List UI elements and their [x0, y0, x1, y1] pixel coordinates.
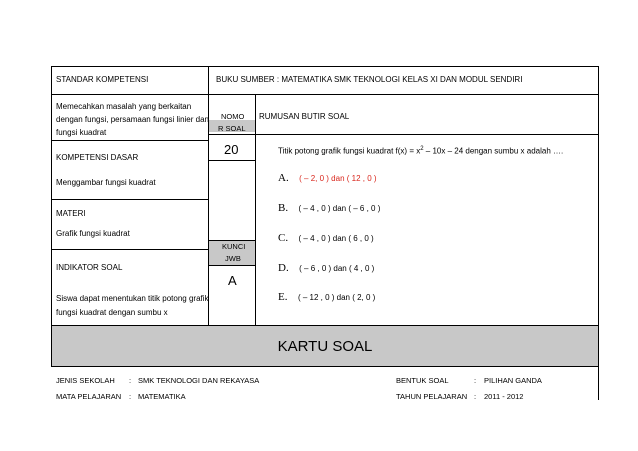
standar-text-line-2: dengan fungsi, persamaan fungsi linier dan [56, 115, 209, 124]
kunci-mid [208, 265, 255, 266]
buku-sumber: BUKU SUMBER : MATEMATIKA SMK TEKNOLOGI KELAS XI DAN MODUL SENDIRI [216, 75, 523, 84]
kunci-label-line-1: KUNCI [222, 242, 246, 251]
header-divider [51, 94, 599, 95]
option-e-letter: E. [278, 291, 288, 303]
kunci-top [208, 240, 255, 241]
bentuk-soal-value: PILIHAN GANDA [484, 376, 542, 385]
rumusan-divider [255, 134, 599, 135]
option-b-letter: B. [278, 202, 289, 214]
option-a [278, 168, 377, 186]
tahun-pelajaran-colon: : [474, 392, 477, 401]
option-c-text: ( – 4 , 0 ) dan ( 6 , 0 ) [298, 234, 374, 243]
tahun-pelajaran-label: TAHUN PELAJARAN [396, 392, 468, 401]
bentuk-soal-label: BENTUK SOAL [396, 376, 449, 385]
option-a-text: ( – 2, 0 ) dan ( 12 , 0 ) [299, 174, 377, 183]
col-divider-1 [208, 66, 209, 325]
option-d [278, 258, 374, 276]
option-a-letter: A. [278, 172, 289, 184]
mata-pelajaran-label: MATA PELAJARAN [56, 392, 122, 401]
question-text-post: – 10x – 24 dengan sumbu x adalah …. [423, 146, 564, 156]
option-e [278, 287, 375, 305]
standar-text-line-3: fungsi kuadrat [56, 128, 107, 137]
band-bottom [51, 366, 599, 367]
kunci-label-line-2: JWB [225, 254, 241, 263]
mata-pelajaran-value: MATEMATIKA [138, 392, 186, 401]
option-d-letter: D. [278, 262, 289, 274]
tahun-pelajaran-value: 2011 - 2012 [484, 392, 524, 401]
border-left [51, 66, 52, 366]
left-divider-1 [51, 140, 208, 141]
option-b-text: ( – 4 , 0 ) dan ( – 6 , 0 ) [298, 204, 381, 213]
nomor-bottom [208, 160, 255, 161]
question-exponent: 2 [420, 146, 424, 152]
band-top [51, 325, 599, 326]
standar-kompetensi-label: STANDAR KOMPETENSI [56, 75, 149, 84]
col-divider-2 [255, 95, 256, 325]
bentuk-soal-colon: : [474, 376, 477, 385]
kompetensi-dasar-label: KOMPETENSI DASAR [56, 153, 139, 162]
nomor-divider [208, 134, 255, 135]
jenis-sekolah-label: JENIS SEKOLAH [56, 376, 115, 385]
question-text-pre: Titik potong grafik fungsi kuadrat f(x) = x [278, 146, 421, 156]
nomor-label-line-1: NOMO [221, 112, 245, 121]
indikator-soal-label: INDIKATOR SOAL [56, 263, 123, 272]
left-divider-2 [51, 199, 208, 200]
materi-label: MATERI [56, 209, 86, 218]
border-top [51, 66, 599, 67]
rumusan-butir-soal-label: RUMUSAN BUTIR SOAL [259, 112, 350, 121]
question-text [278, 144, 563, 157]
option-d-text: ( – 6 , 0 ) dan ( 4 , 0 ) [299, 264, 375, 273]
option-c [278, 228, 374, 246]
kompetensi-dasar-text: Menggambar fungsi kuadrat [56, 178, 156, 187]
option-b [278, 198, 380, 216]
materi-text: Grafik fungsi kuadrat [56, 229, 130, 238]
kartu-soal-title: KARTU SOAL [277, 338, 373, 355]
nomor-label-line-2: R SOAL [218, 124, 246, 133]
jenis-sekolah-value: SMK TEKNOLOGI DAN REKAYASA [138, 376, 260, 385]
nomor-soal-value: 20 [224, 142, 239, 157]
option-e-text: ( – 12 , 0 ) dan ( 2, 0 ) [297, 293, 376, 302]
indikator-text-line-1: Siswa dapat menentukan titik potong grafik [56, 294, 209, 303]
indikator-text-line-2: fungsi kuadrat dengan sumbu x [56, 308, 168, 317]
jenis-sekolah-colon: : [129, 376, 132, 385]
left-divider-3 [51, 249, 208, 250]
mata-pelajaran-colon: : [129, 392, 132, 401]
kunci-jawaban-value: A [228, 273, 237, 288]
option-c-letter: C. [278, 232, 289, 244]
standar-text-line-1: Memecahkan masalah yang berkaitan [56, 102, 192, 111]
